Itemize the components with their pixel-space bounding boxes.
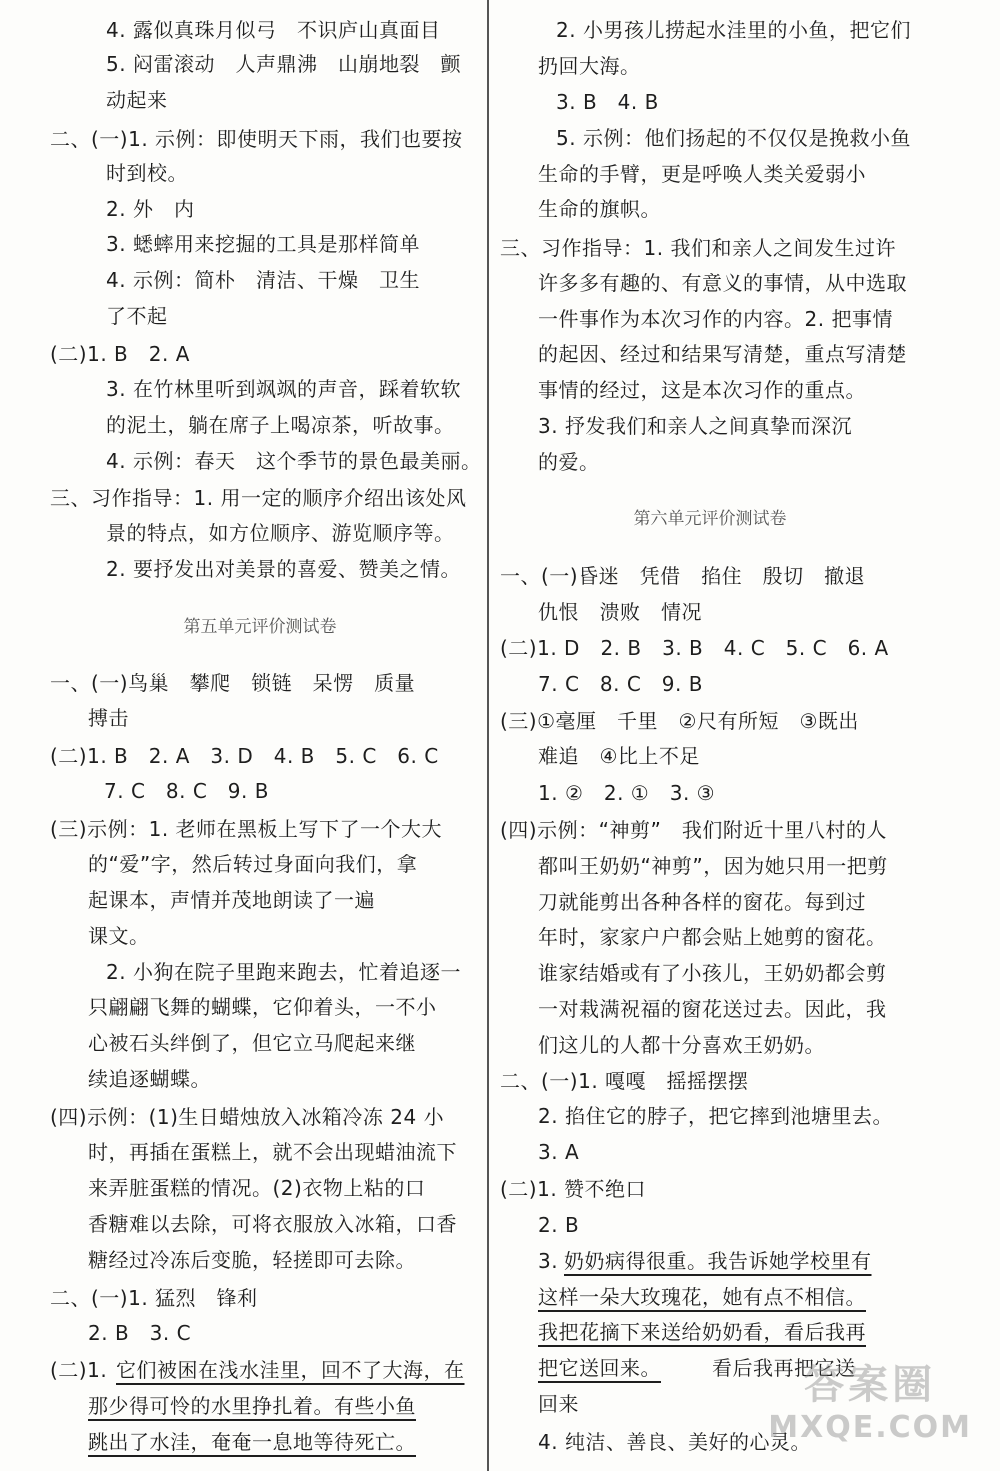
- text-line: 时到校。: [106, 161, 188, 185]
- text-line: 三、习作指导：1. 我们和亲人之间发生过许: [500, 236, 896, 260]
- text-line: 的泥土，躺在席子上喝凉茶，听故事。: [106, 413, 455, 437]
- text-line: (二)1.: [50, 1358, 108, 1382]
- text-line: 2. B: [538, 1213, 580, 1237]
- text-line: 看后我再把它送: [712, 1356, 856, 1380]
- text-line: 都叫王奶奶“神剪”，因为她只用一把剪: [538, 854, 888, 878]
- text-line: 的“爱”字，然后转过身面向我们，拿: [88, 852, 418, 876]
- text-line: 3. A: [538, 1140, 580, 1164]
- text-line: 年时，家家户户都会贴上她剪的窗花。: [538, 925, 887, 949]
- text-line: 5. 示例：他们扬起的不仅仅是挽救小鱼: [556, 126, 911, 150]
- text-line: 4. 示例：简朴 清洁、干燥 卫生: [106, 268, 420, 292]
- text-line: (二)1. B 2. A 3. D 4. B 5. C 6. C: [50, 744, 439, 768]
- text-line: (三)①毫厘 千里 ②尺有所短 ③既出: [500, 709, 859, 733]
- text-line: (二)1. D 2. B 3. B 4. C 5. C 6. A: [500, 636, 889, 660]
- text-line: 5. 闷雷滚动 人声鼎沸 山崩地裂 颤: [106, 52, 461, 76]
- text-line: 仇恨 溃败 情况: [538, 600, 702, 624]
- watermark-url: MXQE.COM: [768, 1410, 972, 1445]
- text-line: 课文。: [88, 924, 150, 948]
- text-line: 时，再插在蛋糕上，就不会出现蜡油流下: [88, 1140, 457, 1164]
- underlined-answer: 这样一朵大玫瑰花，她有点不相信。: [538, 1285, 866, 1309]
- text-line: (三)示例：1. 老师在黑板上写下了一个大大: [50, 817, 443, 841]
- text-line: 一、(一)昏迷 凭借 掐住 殷切 撤退: [500, 564, 866, 588]
- text-line: 只翩翩飞舞的蝴蝶，它仰着头，一不小: [88, 995, 437, 1019]
- underlined-answer: 我把花摘下来送给奶奶看，看后我再: [538, 1320, 866, 1344]
- text-line: 景的特点，如方位顺序、游览顺序等。: [106, 521, 455, 545]
- watermark-logo: 答案圈: [804, 1362, 937, 1408]
- text-line: 一件事作为本次习作的内容。2. 把事情: [538, 307, 893, 331]
- text-line: 2. 要抒发出对美景的喜爱、赞美之情。: [106, 557, 461, 581]
- text-line: 动起来: [106, 88, 168, 112]
- section-title: 第五单元评价测试卷: [183, 617, 337, 637]
- text-line: 起课本，声情并茂地朗读了一遍: [88, 888, 375, 912]
- text-line: 来弄脏蛋糕的情况。(2)衣物上粘的口: [88, 1176, 426, 1200]
- text-line: 一对栽满祝福的窗花送过去。因此，我: [538, 997, 887, 1021]
- text-line: 3. 在竹林里听到飒飒的声音，踩着软软: [106, 377, 461, 401]
- text-line: 3. 抒发我们和亲人之间真挚而深沉: [538, 414, 852, 438]
- text-line: 2. 外 内: [106, 197, 195, 221]
- text-line: 糖经过冷冻后变脆，轻搓即可去除。: [88, 1248, 416, 1272]
- text-line: 了不起: [106, 304, 168, 328]
- text-line: 2. 掐住它的脖子，把它摔到池塘里去。: [538, 1104, 893, 1128]
- text-line: 三、习作指导：1. 用一定的顺序介绍出该处风: [50, 486, 467, 510]
- watermark: [768, 1353, 972, 1445]
- text-line: 的爱。: [538, 450, 600, 474]
- text-line: 续追逐蝴蝶。: [88, 1067, 211, 1091]
- text-line: 4. 纯洁、善良、美好的心灵。: [538, 1430, 811, 1454]
- text-line: (四)示例：(1)生日蜡烛放入冰箱冷冻 24 小: [50, 1105, 445, 1129]
- text-line: 2. 小男孩儿捞起水洼里的小鱼，把它们: [556, 18, 911, 42]
- text-line: 3. 蟋蟀用来挖掘的工具是那样简单: [106, 232, 420, 256]
- text-line: 生命的旗帜。: [538, 197, 661, 221]
- text-line: 2. B 3. C: [88, 1321, 192, 1345]
- text-line: 二、(一)1. 猛烈 锋利: [50, 1286, 258, 1310]
- text-line: 生命的手臂，更是呼唤人类关爱弱小: [538, 162, 866, 186]
- text-line: (四)示例：“神剪” 我们附近十里八村的人: [500, 818, 887, 842]
- text-line: 7. C 8. C 9. B: [538, 672, 703, 696]
- underlined-answer: 跳出了水洼，奄奄一息地等待死亡。: [88, 1430, 416, 1454]
- text-line: 难追 ④比上不足: [538, 744, 700, 768]
- text-line: 2. 小狗在院子里跑来跑去，忙着追逐一: [106, 960, 461, 984]
- text-line: 刀就能剪出各种各样的窗花。每到过: [538, 890, 866, 914]
- text-line: (二)1. 赞不绝口: [500, 1177, 647, 1201]
- text-line: 一、(一)鸟巢 攀爬 锁链 呆愣 质量: [50, 671, 416, 695]
- text-line: 二、(一)1. 嘎嘎 摇摇摆摆: [500, 1069, 749, 1093]
- text-line: (二)1. B 2. A: [50, 342, 190, 366]
- text-line: 4. 示例：春天 这个季节的景色最美丽。: [106, 449, 482, 473]
- text-line: 的起因、经过和结果写清楚，重点写清楚: [538, 342, 907, 366]
- text-line: 们这儿的人都十分喜欢王奶奶。: [538, 1033, 825, 1057]
- text-line: 香糖难以去除，可将衣服放入冰箱，口香: [88, 1212, 457, 1236]
- text-line: 1. ② 2. ① 3. ③: [538, 781, 716, 805]
- underlined-answer: 把它送回来。: [538, 1356, 661, 1380]
- section-title: 第六单元评价测试卷: [633, 509, 787, 529]
- text-line: 许多多有趣的、有意义的事情，从中选取: [538, 271, 907, 295]
- text-line: 搏击: [88, 706, 129, 730]
- text-line: 回来: [538, 1392, 579, 1416]
- underlined-answer: 它们被困在浅水洼里，回不了大海，在: [116, 1358, 465, 1382]
- text-line: 7. C 8. C 9. B: [104, 779, 269, 803]
- text-line: 4. 露似真珠月似弓 不识庐山真面目: [106, 18, 441, 42]
- text-line: 3.: [538, 1249, 559, 1273]
- text-line: 扔回大海。: [538, 54, 641, 78]
- text-line: 二、(一)1. 示例：即使明天下雨，我们也要按: [50, 127, 463, 151]
- text-line: 谁家结婚或有了小孩儿，王奶奶都会剪: [538, 961, 887, 985]
- underlined-answer: 那少得可怜的水里挣扎着。有些小鱼: [88, 1394, 416, 1418]
- text-line: 心被石头绊倒了，但它立马爬起来继: [88, 1031, 416, 1055]
- text-line: 3. B 4. B: [556, 90, 659, 114]
- text-line: 事情的经过，这是本次习作的重点。: [538, 378, 866, 402]
- underlined-answer: 奶奶病得很重。我告诉她学校里有: [564, 1249, 872, 1273]
- column-divider: [487, 0, 489, 1471]
